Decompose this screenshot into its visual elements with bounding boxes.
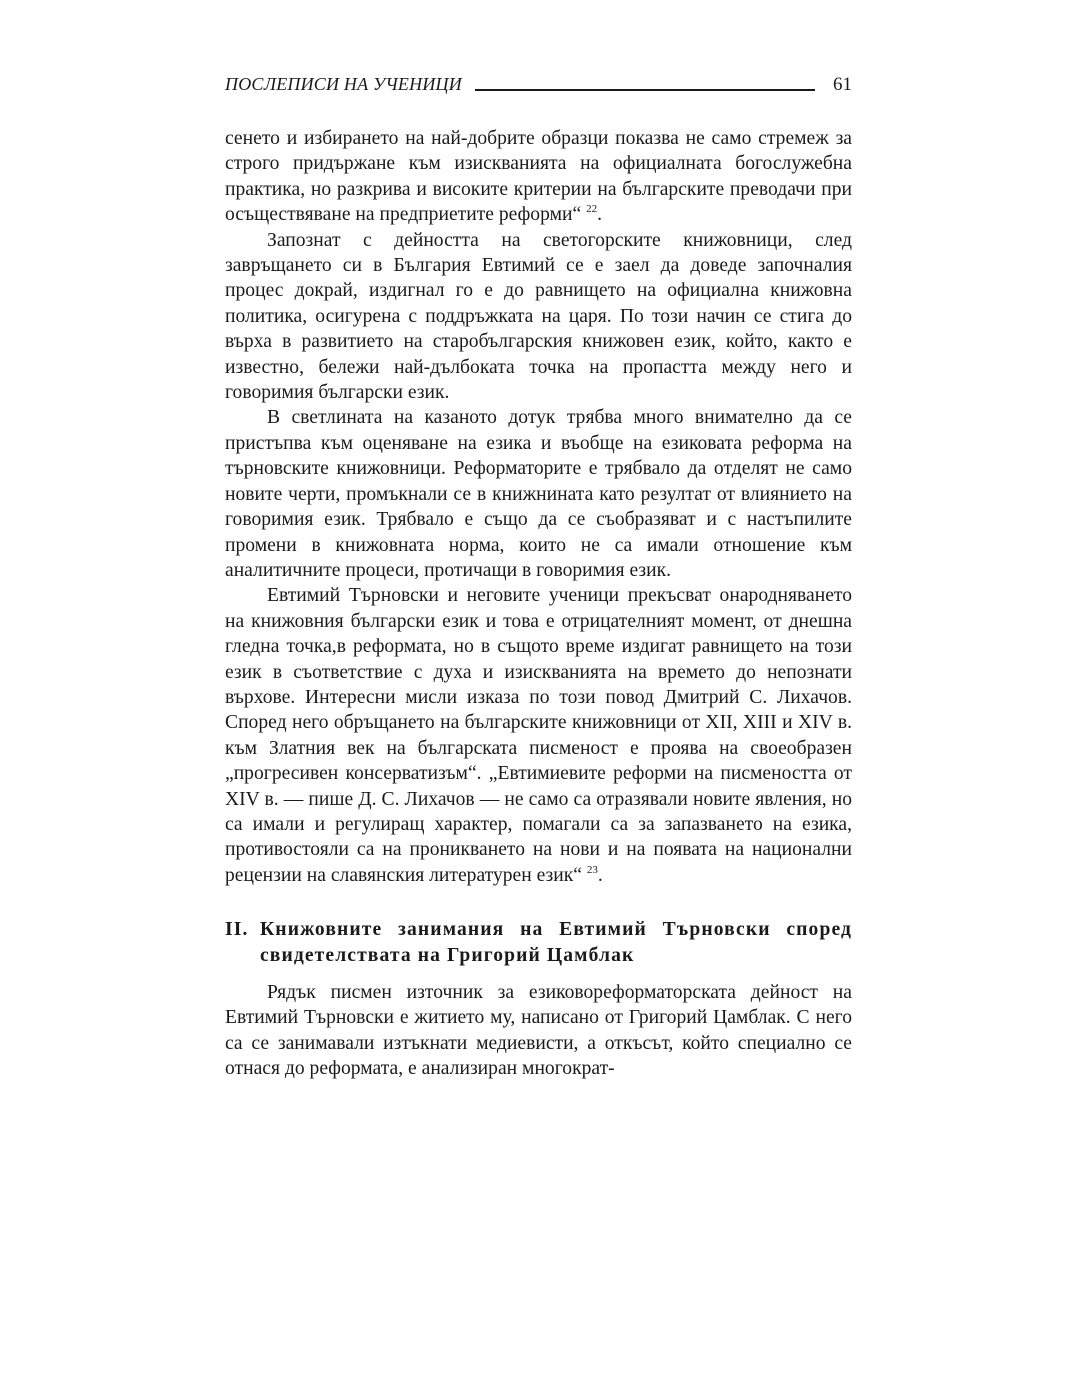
header-rule <box>475 89 815 91</box>
body-text <box>225 126 852 1082</box>
paragraph-tail: . <box>597 864 603 886</box>
paragraph-text: Евтимий Търновски и неговите ученици прекъсват онародняването на книжовния български език и това е отрицателният момент, от днешна гледна точка,в реформата, но в същото време издигат равнището на този език в съответствие с духа и изискванията на времето до непознати върхове. Интересни мисли изказа по този повод Дмитрий С. Лихачов. Според него обръщането на българските книжовници от XII, XIII и XIV в. към Златния век на българската писменост е проява на своеобразен „прогресивен консерватизъм“. „Евтимиевите реформи на писмеността от XIV в. — пише Д. С. Лихачов — не само са отразявали новите явления, но са имали и регулиращ характер, помагали са за запазването на езика, противостояли са на проникването на нови и на появата на национални рецензии на славянския литературен език“ <box>225 585 852 886</box>
paragraph: В светлината на казаното дотук трябва много внимателно да се пристъпва към оценяване на езика и въобще на езиковата реформа на търновските книжовници. Реформаторите е трябвало да отделят не само новите черти, промъкнали се в книжнината като резултат от влиянието на говоримия език. Трябвало е също да се съобразяват и с настъпилите промени в книжовната норма, които не са имали отношение към аналитичните процеси, протичащи в говоримия език. <box>225 407 852 581</box>
page-number: 61 <box>833 74 852 95</box>
paragraph-text: сенето и избирането на най-добрите образци показва не само стремеж за строго придържане към изискванията на официалната богослужебна практика, но разкрива и високите критерии на българските преводачи при осъществяване на предприетите реформи“ <box>225 128 852 226</box>
section-heading <box>225 917 852 968</box>
paragraph-continuation <box>225 126 852 228</box>
section-numeral: II. <box>225 919 249 941</box>
paragraph: Рядък писмен източник за езиковореформаторската дейност на Евтимий Търновски е житието му, написано от Григорий Цамблак. С него са се занимавали изтъкнати медиевисти, а откъсът, който специално се отнася до реформата, е анализиран многократ- <box>225 982 852 1080</box>
running-header <box>225 74 852 100</box>
footnote-ref-23[interactable]: 23 <box>586 863 598 876</box>
paragraph: Запознат с дейността на светогорските книжовници, след завръщането си в България Евтимий се е заел да доведе започналия процес докрай, издигнал го е до равнището на официална книжовна политика, осигурена с поддръжката на царя. По този начин се стига до върха в развитието на старобългарския книжовен език, който, както е известно, бележи най-дълбоката точка на пропастта между него и говоримия български език. <box>225 229 852 404</box>
paragraph <box>225 583 852 888</box>
footnote-ref-22[interactable]: 22 <box>586 203 598 216</box>
paragraph-tail: . <box>597 204 602 226</box>
running-header-title: ПОСЛЕПИСИ НА УЧЕНИЦИ <box>225 74 462 94</box>
section-heading-text: Книжовните занимания на Евтимий Търновски според свидетелствата на Григорий Цамблак <box>260 919 852 966</box>
